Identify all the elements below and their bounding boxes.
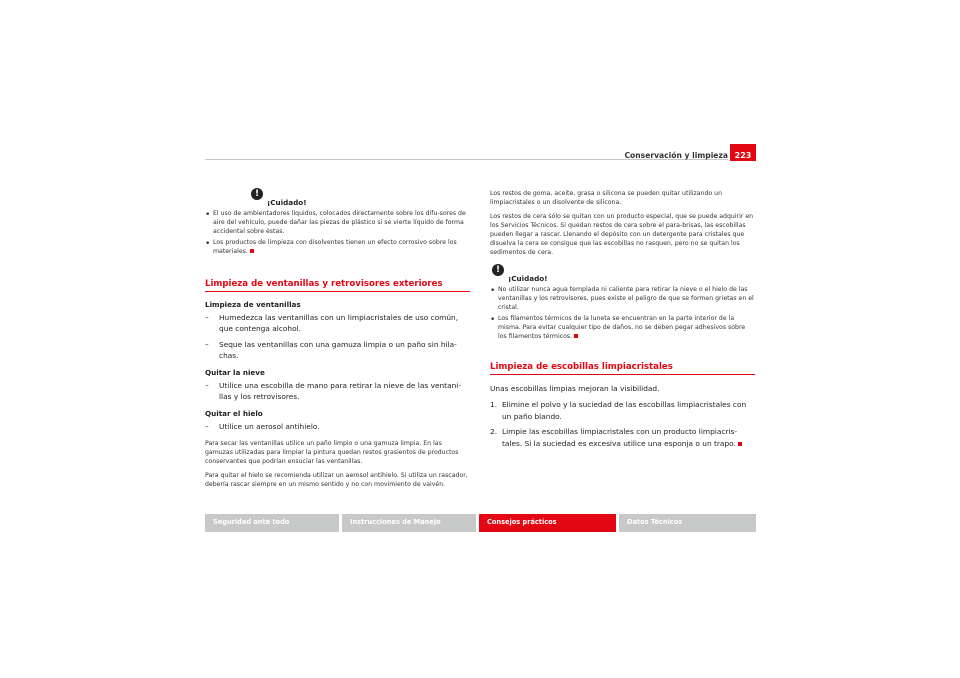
warning-title: ¡Cuidado! [508, 273, 548, 283]
paragraph: Los restos de goma, aceite, grasa o silicona se pueden quitar utilizando un limpiacristales o un disolvente de silicona. [490, 190, 723, 206]
subheading: Quitar la nieve [205, 367, 265, 377]
intro-paragraph: Unas escobillas limpias mejoran la visibilidad. [490, 383, 660, 393]
left-column [205, 190, 470, 495]
paragraph: Los restos de cera sólo se quitan con un producto especial, que se puede adquirir en los Servicios Técnicos. Si quedan restos de cera sobre el para-brisas, las escobillas pueden llegar a rascar. Llenando el depósito con un detergente para cristales que disuelva la cera se consigue que las escobillas no rasquen, pero no se quitan los sedimentos de cera. [490, 212, 754, 256]
footer-tab-datos[interactable]: Datos Técnicos [619, 514, 756, 532]
list-item: – Utilice una escobilla de mano para retirar la nieve de las ventani-llas y los retrovisores. [205, 380, 462, 402]
end-mark-icon [738, 442, 742, 446]
end-mark-icon [574, 334, 578, 338]
exclamation-circle-icon: ! [492, 264, 504, 276]
list-item: – Humedezca las ventanillas con un limpiacristales de uso común, que contenga alcohol. [205, 312, 459, 334]
list-item: – Seque las ventanillas con una gamuza limpia o un paño sin hila-chas. [205, 339, 457, 361]
section-title: Limpieza de escobillas limpiacristales [490, 362, 755, 375]
footer-tab-consejos[interactable]: Consejos prácticos [479, 514, 616, 532]
end-mark-icon [250, 249, 254, 253]
list-item: 1. Elimine el polvo y la suciedad de las escobillas limpiacristales con un paño blando. [490, 400, 747, 421]
page-number: 223 [730, 144, 756, 161]
page-header-title: Conservación y limpieza [624, 151, 728, 160]
warning-bullet: • No utilizar nunca agua templada ni caliente para retirar la nieve o el hielo de las ventanillas y los retrovisores, pues existe el peligro de que se formen grietas en el cristal. [490, 286, 755, 313]
section-title: Limpieza de ventanillas y retrovisores exteriores [205, 279, 470, 292]
exclamation-circle-icon: ! [251, 188, 263, 200]
warning-bullet: • Los productos de limpieza con disolventes tienen un efecto corrosivo sobre los materiales. [205, 239, 470, 257]
subheading: Limpieza de ventanillas [205, 299, 301, 309]
warning-bullet: • Los filamentos térmicos de la luneta se encuentran en la parte interior de la misma. Para evitar cualquier tipo de daños, no se deben pegar adhesivos sobre los filamentos térmicos. [490, 315, 755, 342]
list-item: – Utilice un aerosol antihielo. [205, 421, 320, 431]
warning-box [490, 266, 755, 342]
warning-box [205, 190, 470, 257]
note-paragraph: Para secar las ventanillas utilice un paño limpio o una gamuza limpia. En las gamuzas utilizadas para limpiar la pintura quedan restos grasientos de productos conservantes que podrían ensuciar las ventanillas. [205, 440, 459, 466]
list-item: 2. Limpie las escobillas limpiacristales con un producto limpiacris-tales. Si la suciedad es excesiva utilice una esponja o un trapo. [490, 426, 755, 449]
right-column [490, 190, 755, 453]
footer-tab-instrucciones[interactable]: Instrucciones de Manejo [342, 514, 476, 532]
subheading: Quitar el hielo [205, 408, 263, 418]
note-paragraph: Para quitar el hielo se recomienda utilizar un aerosol antihielo. Si utiliza un rascador, debería rascar siempre en un mismo sentido y no con movimiento de vaivén. [205, 472, 468, 489]
warning-title: ¡Cuidado! [267, 198, 307, 207]
footer-tab-seguridad[interactable]: Seguridad ante todo [205, 514, 339, 532]
warning-bullet: • El uso de ambientadores líquidos, colocados directamente sobre los difu-sores de aire del vehículo, puede dañar las piezas de plástico si se vierte líquido de forma accidental sobre éstas. [205, 210, 470, 237]
